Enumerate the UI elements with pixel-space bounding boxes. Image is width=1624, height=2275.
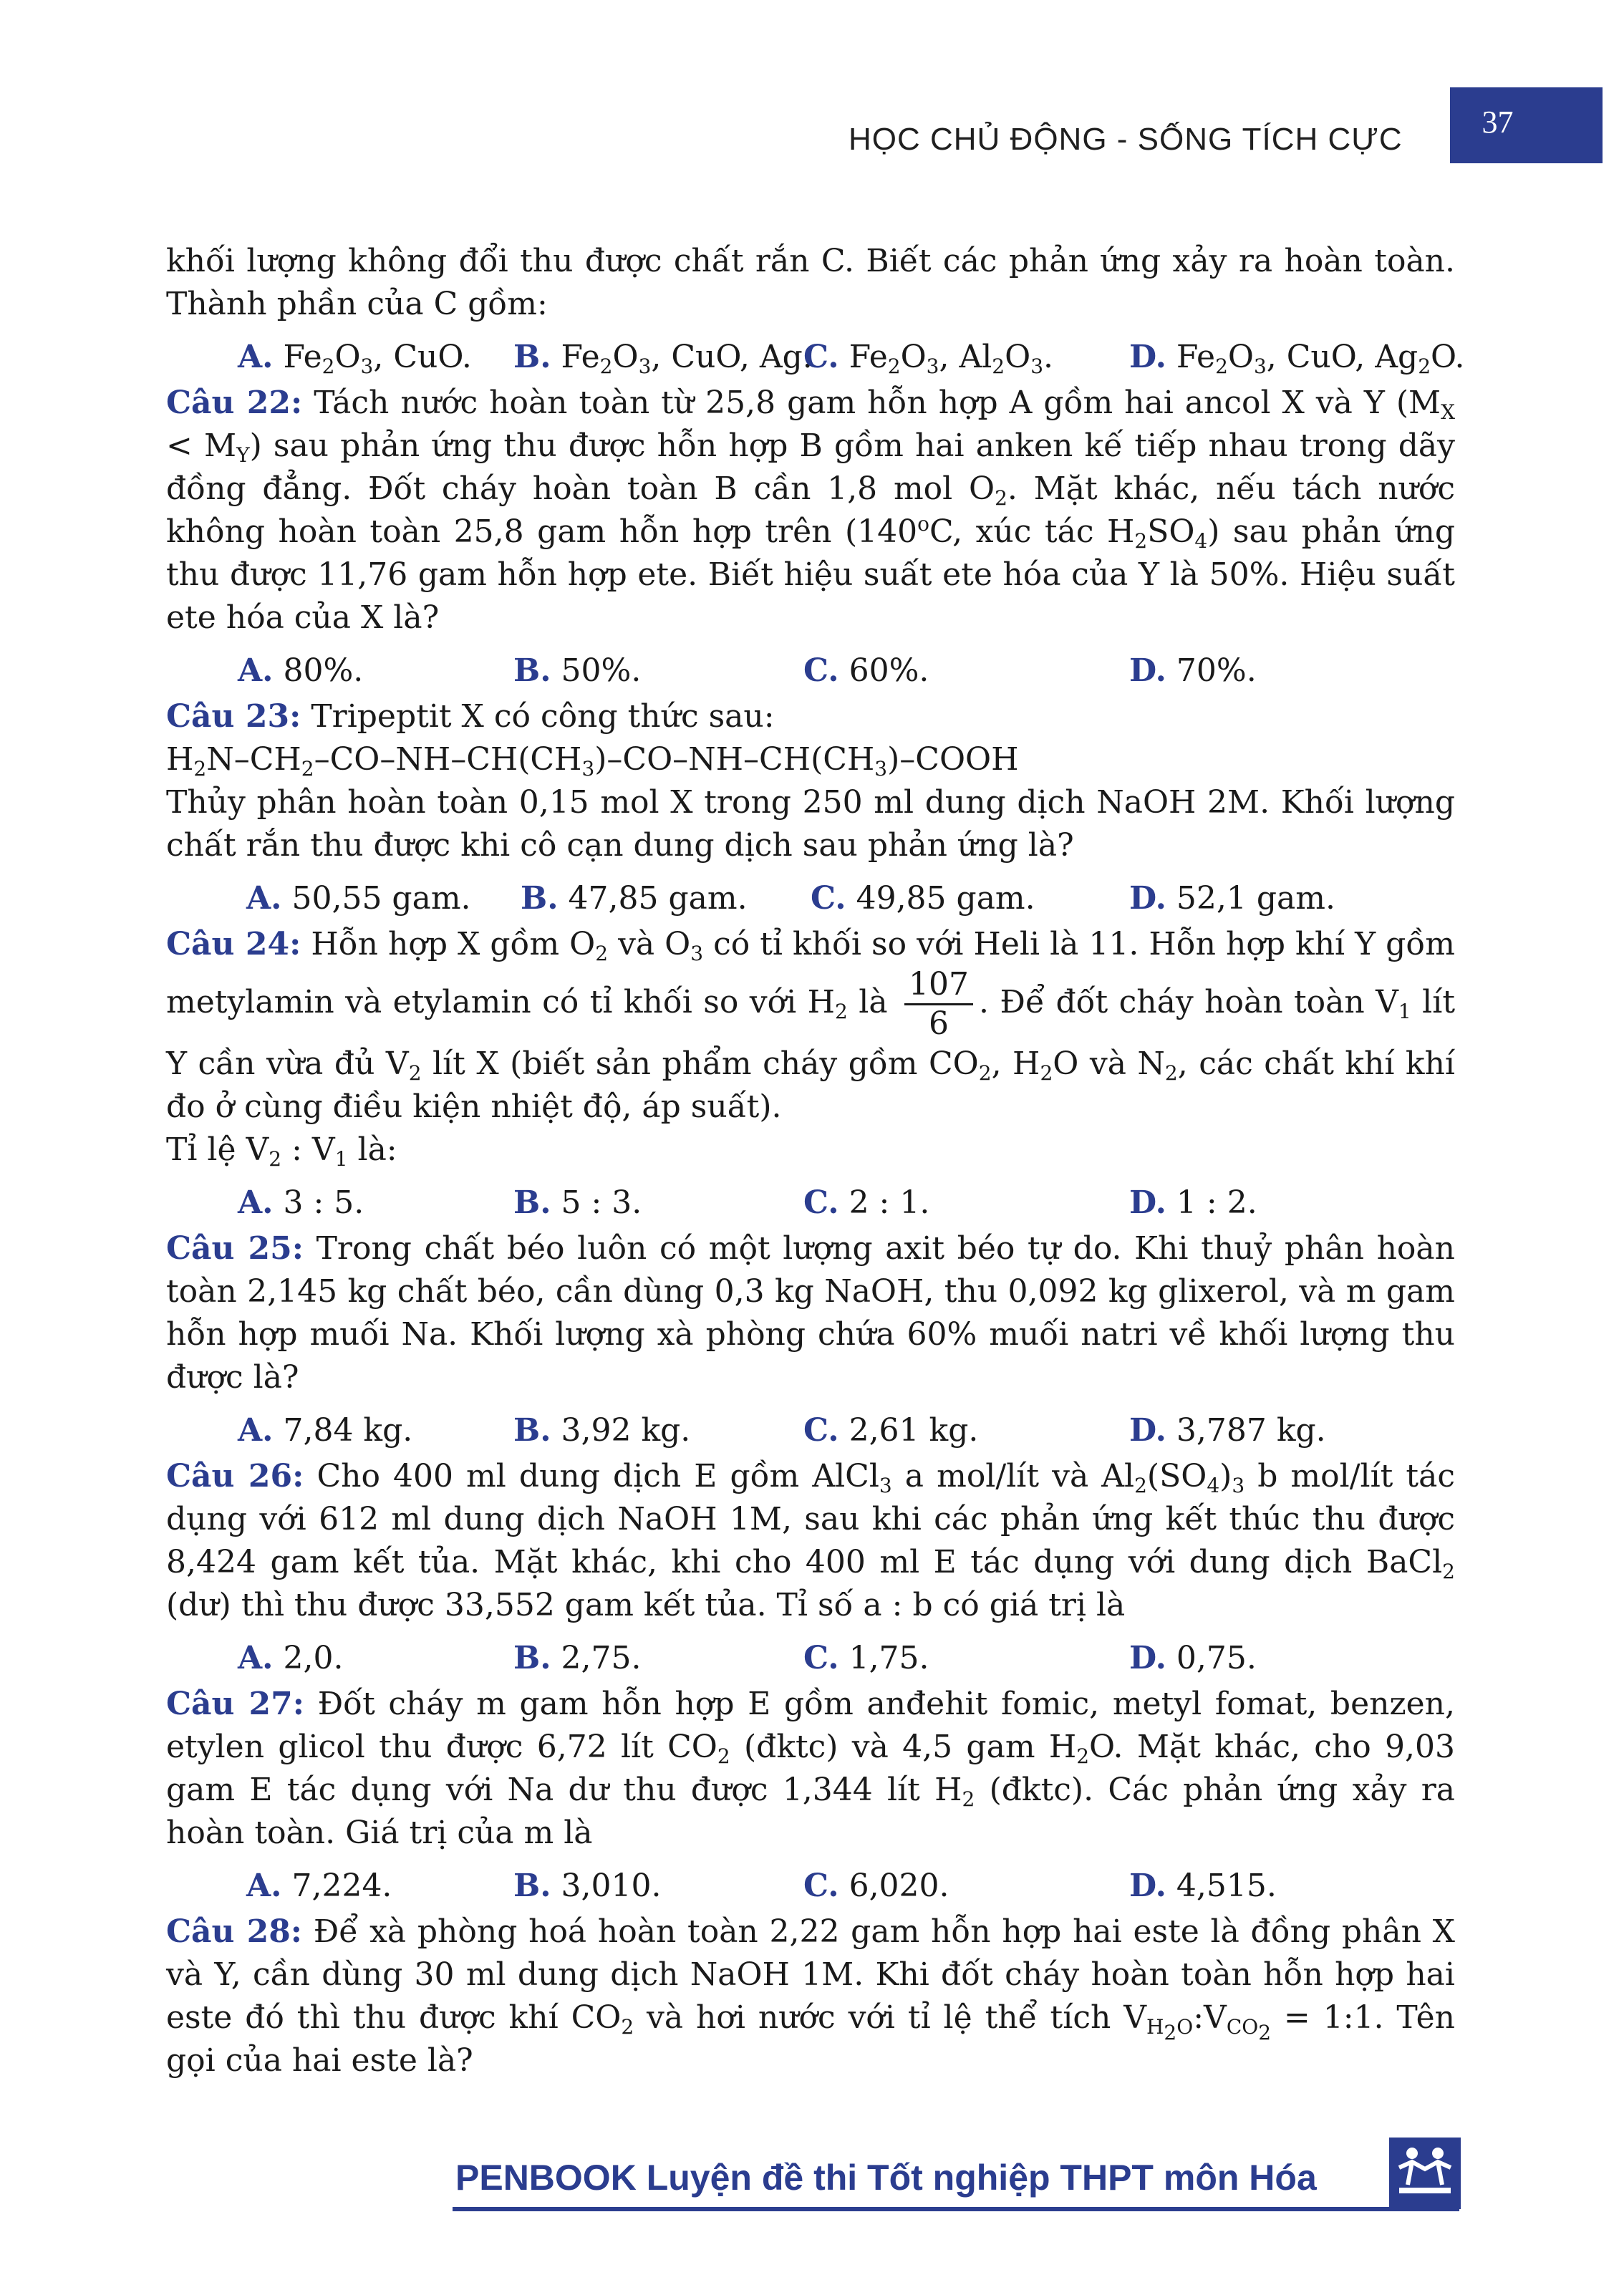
q26-options [166, 1637, 1455, 1683]
q21-option-c: C. $Fe_2O_3$, $Al_2O_3$. [803, 339, 1054, 378]
q23-stem: Câu 23: Tripeptit X có công thức sau: [166, 698, 775, 735]
q22-options [166, 649, 1455, 695]
q25-label: Câu 25: [166, 1230, 304, 1267]
page-number: 37 [1482, 104, 1514, 140]
q27-text: Câu 27: Đốt cháy m gam hỗn hợp E gồm anđehit fomic, metyl fomat, benzen, etylen glicol thu được 6,72 lít $CO_2$ (đktc) và 4,5 gam $H_2O$. Mặt khác, cho 9,03 gam E tác dụng với Na dư thu được 1,344 lít $H_2$ (đktc). Các phản ứng xảy ra hoàn toàn. Giá trị của m là [166, 1686, 1455, 1851]
q27-option-a: A. 7,224. [246, 1868, 392, 1904]
q26-option-b: B. 2,75. [513, 1640, 642, 1676]
intro-text: khối lượng không đổi thu được chất rắn C. Biết các phản ứng xảy ra hoàn toàn. Thành phần của C gồm: [166, 243, 1455, 322]
q25-options [166, 1409, 1455, 1455]
q25-option-a: A. 7,84 kg. [238, 1412, 413, 1449]
q23-label: Câu 23: [166, 698, 301, 735]
q24-question: Tỉ lệ $V_2$ : $V_1$ là: [166, 1131, 397, 1171]
q27-option-b: B. 3,010. [513, 1868, 662, 1904]
q24-fraction: $\frac{107}{6}$ [904, 966, 973, 1043]
footer-rule [453, 2207, 1459, 2211]
q23-option-d: D. 52,1 gam. [1129, 880, 1335, 917]
q23-body: Thủy phân hoàn toàn 0,15 mol X trong 250 ml dung dịch NaOH 2M. Khối lượng chất rắn thu được khi cô cạn dung dịch sau phản ứng là? [166, 784, 1455, 864]
q24-option-a: A. 3 : 5. [238, 1184, 364, 1221]
header-slogan: HỌC CHỦ ĐỘNG - SỐNG TÍCH CỰC [849, 122, 1403, 157]
q25-option-d: D. 3,787 kg. [1129, 1412, 1326, 1449]
q26-text: Câu 26: Cho 400 ml dung dịch E gồm AlCl$_3$ a mol/lít và $Al_2(SO_4)_3$ b mol/lít tác dụng với 612 ml dung dịch NaOH 1M, sau khi các phản ứng kết thúc thu được 8,424 gam kết tủa. Mặt khác, khi cho 400 ml E tác dụng với dung dịch BaCl$_2$ (dư) thì thu được 33,552 gam kết tủa. Tỉ số a : b có giá trị là [166, 1458, 1455, 1623]
q26-option-a: A. 2,0. [238, 1640, 344, 1676]
page-content [166, 240, 1465, 2082]
q28-label: Câu 28: [166, 1913, 303, 1950]
q22-text: Câu 22: Tách nước hoàn toàn từ 25,8 gam hỗn hợp A gồm hai ancol X và Y $(M_X < M_Y)$ sau phản ứng thu được hỗn hợp B gồm hai anken kế tiếp nhau trong dãy đồng đẳng. Đốt cháy hoàn toàn B cần 1,8 mol $O_2$. Mặt khác, nếu tách nước không hoàn toàn 25,8 gam hỗn hợp trên (140$^o$C, xúc tác $H_2SO_4$) sau phản ứng thu được 11,76 gam hỗn hợp ete. Biết hiệu suất ete hóa của Y là 50%. Hiệu suất ete hóa của X là? [166, 385, 1456, 636]
q25-option-c: C. 2,61 kg. [803, 1412, 979, 1449]
q22-option-c: C. 60%. [803, 652, 929, 689]
q27-options [166, 1865, 1455, 1911]
q25-text: Câu 25: Trong chất béo luôn có một lượng axit béo tự do. Khi thuỷ phân hoàn toàn 2,145 kg chất béo, cần dùng 0,3 kg NaOH, thu 0,092 kg glixerol, và m gam hỗn hợp muối Na. Khối lượng xà phòng chứa 60% muối natri về khối lượng thu được là? [166, 1230, 1455, 1396]
q23-option-a: A. 50,55 gam. [246, 880, 471, 917]
q26-option-d: D. 0,75. [1129, 1640, 1257, 1676]
q22-option-b: B. 50%. [513, 652, 642, 689]
q24-label: Câu 24: [166, 926, 301, 962]
q24-text: Câu 24: Hỗn hợp X gồm $O_2$ và $O_3$ có tỉ khối so với Heli là 11. Hỗn hợp khí Y gồm metylamin và etylamin có tỉ khối so với $H_2$ là $\frac{107}{6}$ . Để đốt cháy hoàn toàn $V_1$ lít Y cần vừa đủ $V_2$ lít X (biết sản phẩm cháy gồm $CO_2$, $H_2O$ và $N_2$, các chất khí khí đo ở cùng điều kiện nhiệt độ, áp suất). [166, 926, 1456, 1125]
q23-option-b: B. 47,85 gam. [521, 880, 748, 917]
q27-option-d: D. 4,515. [1129, 1868, 1277, 1904]
q24-options [166, 1182, 1455, 1227]
q22-label: Câu 22: [166, 385, 303, 421]
footer-title: PENBOOK Luyện đề thi Tốt nghiệp THPT môn Hóa [455, 2158, 1317, 2198]
q23-options [166, 877, 1455, 923]
q24-option-b: B. 5 : 3. [513, 1184, 642, 1221]
q21-option-d: D. $Fe_2O_3$, CuO, $Ag_2O$. [1129, 339, 1465, 378]
page-number-tab [1450, 87, 1603, 163]
q26-label: Câu 26: [166, 1458, 304, 1494]
q22-option-a: A. 80%. [238, 652, 364, 689]
q27-label: Câu 27: [166, 1686, 304, 1722]
q24-option-c: C. 2 : 1. [803, 1184, 930, 1221]
q23-formula: $H_2N-CH_2-CO-NH-CH(CH_3)-CO-NH-CH(CH_3)$–COOH [166, 741, 1019, 781]
q21-options [166, 336, 1465, 382]
q27-option-c: C. 6,020. [803, 1868, 949, 1904]
q22-option-d: D. 70%. [1129, 652, 1257, 689]
q26-option-c: C. 1,75. [803, 1640, 929, 1676]
penbook-logo-icon [1389, 2138, 1461, 2209]
q24-option-d: D. 1 : 2. [1129, 1184, 1257, 1221]
q28-text: Câu 28: Để xà phòng hoá hoàn toàn 2,22 gam hỗn hợp hai este là đồng phân X và Y, cần dùng 30 ml dung dịch NaOH 1M. Khi đốt cháy hoàn toàn hỗn hợp hai este đó thì thu được khí $CO_2$ và hơi nước với tỉ lệ thể tích $V_{H_2O}:V_{CO_2}$ = 1:1. Tên gọi của hai este là? [166, 1913, 1456, 2079]
q25-option-b: B. 3,92 kg. [513, 1412, 691, 1449]
q23-option-c: C. 49,85 gam. [811, 880, 1035, 917]
q21-option-b: B. $Fe_2O_3$, CuO, Ag. [513, 339, 813, 378]
q21-option-a: A. $Fe_2O_3$, CuO. [238, 339, 472, 378]
